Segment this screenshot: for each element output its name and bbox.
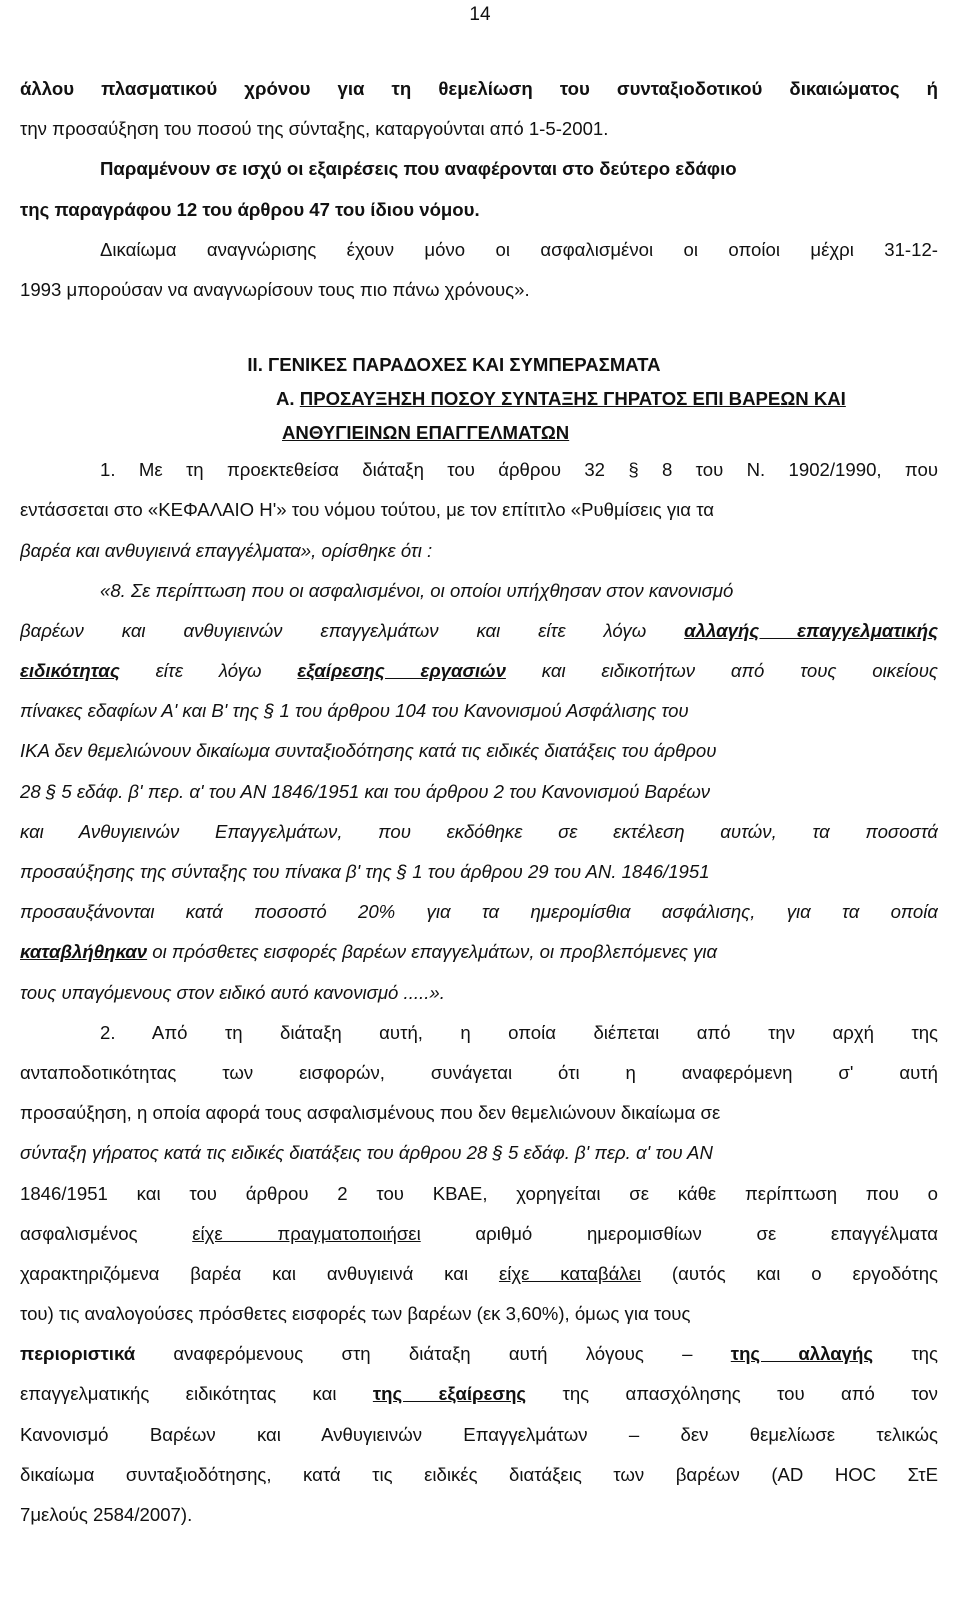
bold-phrase: άλλου πλασματικού χρόνου για τη θεμελίωση του συνταξιοδοτικού δικαιώματος ή [20,78,938,99]
text-line: της παραγράφου 12 του άρθρου 47 του ίδιου νόμου. [20,198,480,220]
text-line [20,1334,938,1374]
document-body [20,69,938,1535]
quote-line: τους υπαγόμενους στον ειδικό αυτό κανονισμό .....». [20,981,445,1003]
quote-line [20,611,938,651]
quote-line: και Ανθυγιεινών Επαγγελμάτων, που εκδόθηκε σε εκτέλεση αυτών, τα ποσοστά [20,820,938,842]
subsection-heading [20,382,938,416]
underlined-phrase: της αλλαγής [730,1343,874,1365]
quote-text: βαρέων και ανθυγιεινών επαγγελμάτων και είτε λόγω [20,619,647,641]
underlined-phrase: καταβλήθηκαν [20,941,148,963]
text-line: 7μελούς 2584/2007). [20,1504,193,1525]
text-run: ασφαλισμένος [20,1222,138,1244]
text-line [20,1254,938,1294]
text-line: βαρέα και ανθυγιεινά επαγγέλματα», ορίσθηκε ότι : [20,539,433,561]
section-heading: II. ΓΕΝΙΚΕΣ ΠΑΡΑΔΟΧΕΣ ΚΑΙ ΣΥΜΠΕΡΑΣΜΑΤΑ [247,354,661,376]
text-line: 1993 μπορούσαν να αναγνωρίσουν τους πιο πάνω χρόνους». [20,278,530,300]
text-run: χαρακτηριζόμενα βαρέα και ανθυγιεινά και [20,1262,469,1284]
subsection-title-line1: ΠΡΟΣΑΥΞΗΣΗ ΠΟΣΟΥ ΣΥΝΤΑΞΗΣ ΓΗΡΑΤΟΣ ΕΠΙ ΒΑΡΕΩΝ ΚΑΙ [299,388,846,410]
text-line: προσαύξηση, η οποία αφορά τους ασφαλισμένους που δεν θεμελιώνουν δικαίωμα σε [20,1102,721,1124]
quote-line: ΙΚΑ δεν θεμελιώνουν δικαίωμα συνταξιοδότησης κατά τις ειδικές διατάξεις του άρθρου [20,740,717,762]
quote-line [20,932,938,972]
text-line [20,1214,938,1254]
text-run: επαγγελματικής ειδικότητας και [20,1383,337,1405]
underlined-phrase: είχε πραγματοποιήσει [192,1222,421,1244]
subsection-title-line2: ΑΝΘΥΓΙΕΙΝΩΝ ΕΠΑΓΓΕΛΜΑΤΩΝ [282,422,570,444]
text-run: αριθμό ημερομισθίων σε επαγγέλματα [475,1222,938,1244]
spacer [20,310,938,348]
text-line: 1846/1951 και του άρθρου 2 του ΚΒΑΕ, χορηγείται σε κάθε περίπτωση που ο [20,1182,938,1204]
text-line [20,1374,938,1414]
text-line: Παραμένουν σε ισχύ οι εξαιρέσεις που αναφέρονται στο δεύτερο εδάφιο [100,158,737,180]
text-line: 2. Από τη διάταξη αυτή, η οποία διέπεται από την αρχή της [100,1021,938,1043]
text-line [20,69,938,109]
quote-line: προσαυξάνονται κατά ποσοστό 20% για τα ημερομίσθια ασφάλισης, για τα οποία [20,901,938,923]
text-line: την προσαύξηση του ποσού της σύνταξης, καταργούνται από 1-5-2001. [20,118,609,140]
quote-line [20,651,938,691]
quote-text: οι πρόσθετες εισφορές βαρέων επαγγελμάτων, οι προβλεπόμενες για [152,941,718,963]
subsection-prefix: Α. [276,388,295,410]
underlined-phrase: εξαίρεσης εργασιών [297,660,506,682]
quote-line: προσαύξησης της σύνταξης του πίνακα β' της § 1 του άρθρου 29 του ΑΝ. 1846/1951 [20,861,710,882]
text-line: ανταποδοτικότητας των εισφορών, συνάγεται ότι η αναφερόμενη σ' αυτή [20,1061,938,1083]
text-line: του) τις αναλογούσες πρόσθετες εισφορές των βαρέων (εκ 3,60%), όμως για τους [20,1303,691,1325]
underlined-phrase: της εξαίρεσης [372,1383,527,1405]
quote-text: και ειδικοτήτων από τους οικείους [541,660,938,682]
underlined-phrase: ειδικότητας [20,660,120,682]
bold-phrase: περιοριστικά [20,1343,136,1365]
text-run: της [911,1343,938,1365]
underlined-phrase: αλλαγής επαγγελματικής [684,619,938,641]
page-number: 14 [469,4,491,25]
quote-line: «8. Σε περίπτωση που οι ασφαλισμένοι, οι οποίοι υπήχθησαν στον κανονισμό [100,579,734,601]
quote-line: πίνακες εδαφίων Α' και Β' της § 1 του άρθρου 104 του Κανονισμού Ασφάλισης του [20,700,689,722]
text-line: Δικαίωμα αναγνώρισης έχουν μόνο οι ασφαλισμένοι οι οποίοι μέχρι 31-12- [100,238,938,260]
quote-text: είτε λόγω [155,660,262,682]
underlined-phrase: είχε καταβάλει [498,1262,642,1284]
text-line: Κανονισμό Βαρέων και Ανθυγιεινών Επαγγελμάτων – δεν θεμελίωσε τελικώς [20,1423,938,1445]
text-line: εντάσσεται στο «ΚΕΦΑΛΑΙΟ Η'» του νόμου τούτου, με τον επίτιτλο «Ρυθμίσεις για τα [20,499,715,521]
text-run: (αυτός και ο εργοδότης [671,1262,938,1284]
text-line: δικαίωμα συνταξιοδότησης, κατά τις ειδικές διατάξεις των βαρέων (AD HOC ΣτΕ [20,1463,938,1485]
text-run: αναφερόμενους στη διάταξη αυτή λόγους – [173,1343,693,1365]
text-line: σύνταξη γήρατος κατά τις ειδικές διατάξεις του άρθρου 28 § 5 εδάφ. β' περ. α' του ΑΝ [20,1142,713,1164]
text-run: της απασχόλησης του από τον [562,1383,938,1405]
quote-line: 28 § 5 εδάφ. β' περ. α' του ΑΝ 1846/1951 και του άρθρου 2 του Κανονισμού Βαρέων [20,780,711,802]
text-line: 1. Με τη προεκτεθείσα διάταξη του άρθρου 32 § 8 του Ν. 1902/1990, που [100,459,938,481]
